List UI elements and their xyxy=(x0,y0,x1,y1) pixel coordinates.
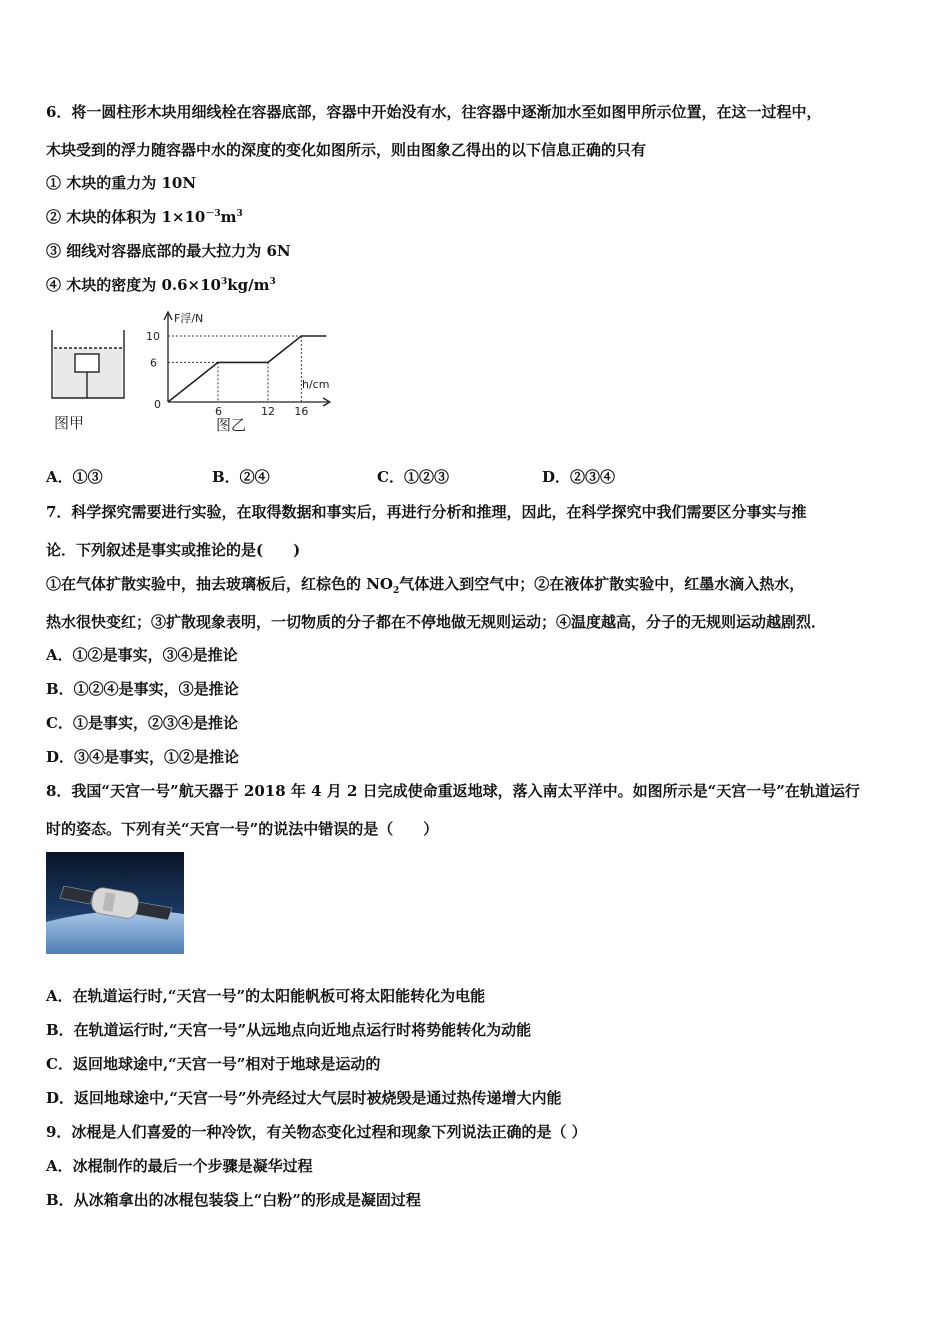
q8-option-c[interactable]: C．返回地球途中,“天宫一号”相对于地球是运动的 xyxy=(46,1055,381,1073)
q6-s4-unit: kg/m xyxy=(227,276,270,294)
graph-x-label: h/cm xyxy=(302,378,330,391)
q7-stem-line-1: 7．科学探究需要进行实验，在取得数据和事实后，再进行分析和推理，因此，在科学探究中我们需要区分事实与推 xyxy=(46,503,807,521)
q6-s2-text: ② 木块的体积为 1×10 xyxy=(46,208,206,226)
q8-stem-line-1: 8．我国“天宫一号”航天器于 2018 年 4 月 2 日完成使命重返地球，落入南太平洋中。如图所示是“天宫一号”在轨道运行 xyxy=(46,782,860,800)
q7-stem-line-2: 论．下列叙述是事实或推论的是( ) xyxy=(46,541,301,559)
q7-option-c[interactable]: C．①是事实，②③④是推论 xyxy=(46,714,238,732)
q7-body-line-2: 热水很快变红；③扩散现象表明，一切物质的分子都在不停地做无规则运动；④温度越高，分子的无规则运动越剧烈． xyxy=(46,613,827,631)
q6-statement-1: ① 木块的重力为 10N xyxy=(46,174,197,192)
graph-origin: 0 xyxy=(154,398,161,411)
q6-s2-unit: m xyxy=(220,208,237,226)
graph-y-tick-10: 10 xyxy=(146,330,160,343)
q6-s2-unit-exponent: 3 xyxy=(236,209,243,219)
q9-option-b[interactable]: B．从冰箱拿出的冰棍包装袋上“白粉”的形成是凝固过程 xyxy=(46,1191,421,1209)
q6-s4-exponent: 3 xyxy=(220,277,228,287)
q8-option-a[interactable]: A．在轨道运行时,“天宫一号”的太阳能帆板可将太阳能转化为电能 xyxy=(46,987,486,1005)
q8-option-d[interactable]: D．返回地球途中,“天宫一号”外壳经过大气层时被烧毁是通过热传递增大内能 xyxy=(46,1089,562,1107)
q6-statement-3: ③ 细线对容器底部的最大拉力为 6N xyxy=(46,242,291,260)
q9-stem: 9．冰棍是人们喜爱的一种冷饮，有关物态变化过程和现象下列说法正确的是（ ） xyxy=(46,1123,587,1141)
q6-s4-text: ④ 木块的密度为 0.6×10 xyxy=(46,276,221,294)
q7-body-line-1 xyxy=(46,574,804,594)
q7-option-b[interactable]: B．①②④是事实，③是推论 xyxy=(46,680,239,698)
fig-yi-label: 图乙 xyxy=(216,416,247,434)
graph-x-tick-12: 12 xyxy=(261,405,275,418)
q6-option-d[interactable]: D．②③④ xyxy=(542,468,616,486)
q6-s4-unit-exponent: 3 xyxy=(269,277,276,287)
q9-option-a[interactable]: A．冰棍制作的最后一个步骤是凝华过程 xyxy=(46,1157,313,1175)
figure-jia-container xyxy=(44,318,134,436)
graph-y-tick-6: 6 xyxy=(150,356,157,370)
q6-option-c[interactable]: C．①②③ xyxy=(377,468,449,486)
q6-option-b[interactable]: B．②④ xyxy=(212,468,270,486)
wood-block xyxy=(75,354,99,372)
q6-option-a[interactable]: A．①③ xyxy=(46,468,103,486)
graph-x-tick-16: 16 xyxy=(294,405,309,418)
q7-no2-subscript: 2 xyxy=(393,586,400,596)
q7-option-a[interactable]: A．①②是事实，③④是推论 xyxy=(46,646,238,664)
q7-body-1-text: ①在气体扩散实验中，抽去玻璃板后，红棕色的 NO xyxy=(46,575,394,593)
q6-statement-2 xyxy=(46,207,243,227)
graph-y-label: F浮/N xyxy=(174,312,204,325)
graph-x-tick-6: 6 xyxy=(215,405,222,418)
q6-s2-exponent: －3 xyxy=(205,209,221,219)
q8-option-b[interactable]: B．在轨道运行时,“天宫一号”从远地点向近地点运行时将势能转化为动能 xyxy=(46,1021,532,1039)
q6-stem-line-1: 6．将一圆柱形木块用细线栓在容器底部，容器中开始没有水，往容器中逐渐加水至如图甲所示位置，在这一过程中， xyxy=(46,103,822,121)
q7-body-1-rest: 气体进入到空气中；②在液体扩散实验中，红墨水滴入热水， xyxy=(399,575,805,593)
figure-yi-graph xyxy=(138,308,348,436)
tiangong-satellite-photo xyxy=(46,852,184,954)
q7-option-d[interactable]: D．③④是事实，①②是推论 xyxy=(46,748,240,766)
q8-stem-line-2: 时的姿态。下列有关“天宫一号”的说法中错误的是（ ） xyxy=(46,820,439,838)
buoyancy-curve xyxy=(168,336,326,402)
q6-statement-4 xyxy=(46,275,276,295)
fig-jia-label: 图甲 xyxy=(54,414,85,432)
q6-stem-line-2: 木块受到的浮力随容器中水的深度的变化如图所示，则由图象乙得出的以下信息正确的只有 xyxy=(46,141,647,159)
